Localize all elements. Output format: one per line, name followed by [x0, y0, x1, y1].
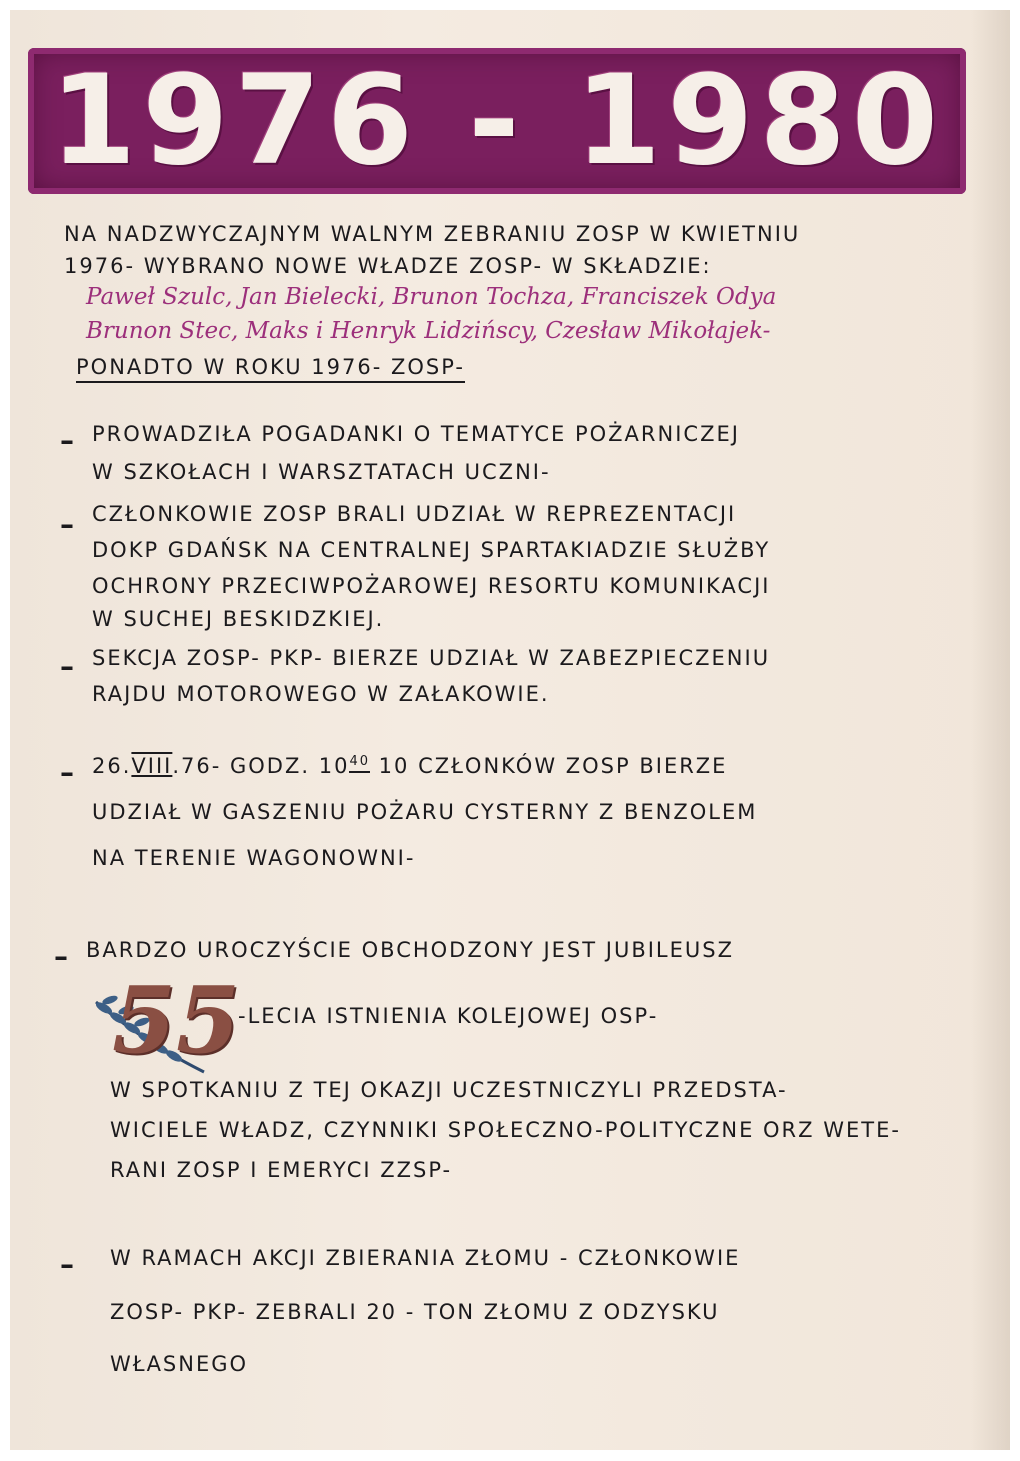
bullet-dash: –: [60, 424, 74, 457]
item-2-line-2: DOKP GDAŃSK NA CENTRALNEJ SPARTAKIADZIE SŁUŻBY: [92, 538, 771, 562]
bullet-dash: –: [60, 1248, 74, 1281]
item-4-date-day: 26.: [92, 754, 132, 778]
item-3-line-1: SEKCJA ZOSP- PKP- BIERZE UDZIAŁ W ZABEZPIECZENIU: [92, 646, 771, 670]
year-banner-text: 1976 - 1980: [49, 49, 945, 193]
intro-line-1: NA NADZWYCZAJNYM WALNYM ZEBRANIU ZOSP W KWIETNIU: [64, 222, 801, 246]
bullet-dash: –: [54, 940, 68, 973]
item-5-meeting-line-3: RANI ZOSP I EMERYCI ZZSP-: [110, 1158, 453, 1182]
item-5-jubilee-line: -LECIA ISTNIENIA KOLEJOWEJ OSP-: [238, 1004, 659, 1028]
year-banner: [28, 48, 966, 194]
item-4-time-minutes: 40: [349, 754, 370, 773]
item-6-line-3: WŁASNEGO: [110, 1352, 249, 1376]
bullet-dash: –: [60, 650, 74, 683]
item-4-line-1-rest: 10 CZŁONKÓW ZOSP BIERZE: [370, 754, 728, 778]
item-4-date-rest: .76- GODZ. 10: [172, 754, 350, 778]
jubilee-number: 55: [112, 966, 241, 1074]
item-5-meeting-line-1: W SPOTKANIU Z TEJ OKAZJI UCZESTNICZYLI PRZEDSTA-: [110, 1078, 788, 1102]
board-names-line-2: Brunon Stec, Maks i Henryk Lidzińscy, Czesław Mikołajek-: [86, 318, 771, 344]
item-1-line-1: PROWADZIŁA POGADANKI O TEMATYCE POŻARNICZEJ: [92, 422, 740, 446]
item-4-line-2: UDZIAŁ W GASZENIU POŻARU CYSTERNY Z BENZOLEM: [92, 800, 758, 824]
item-1-line-2: W SZKOŁACH I WARSZTATACH UCZNI-: [92, 460, 551, 484]
item-6-line-2: ZOSP- PKP- ZEBRALI 20 - TON ZŁOMU Z ODZYSKU: [110, 1300, 720, 1324]
item-5-line-1: BARDZO UROCZYŚCIE OBCHODZONY JEST JUBILEUSZ: [86, 938, 734, 962]
document-page: [10, 10, 1010, 1450]
subheading: PONADTO W ROKU 1976- ZOSP-: [76, 355, 465, 383]
item-4-date-month: VIII: [131, 754, 173, 778]
board-names-line-1: Paweł Szulc, Jan Bielecki, Brunon Tochza, Franciszek Odya: [86, 284, 777, 310]
jubilee-55-emblem: [84, 966, 241, 1082]
intro-line-2: 1976- WYBRANO NOWE WŁADZE ZOSP- W SKŁADZIE:: [64, 254, 712, 278]
bullet-dash: –: [60, 756, 74, 789]
item-2-line-4: W SUCHEJ BESKIDZKIEJ.: [92, 607, 385, 631]
item-4-line-1: [92, 754, 727, 778]
item-3-line-2: RAJDU MOTOROWEGO W ZAŁAKOWIE.: [92, 682, 550, 706]
item-4-line-3: NA TERENIE WAGONOWNI-: [92, 846, 416, 870]
bullet-dash: –: [60, 508, 74, 541]
item-2-line-1: CZŁONKOWIE ZOSP BRALI UDZIAŁ W REPREZENTACJI: [92, 502, 737, 526]
item-6-line-1: W RAMACH AKCJI ZBIERANIA ZŁOMU - CZŁONKOWIE: [110, 1246, 741, 1270]
item-2-line-3: OCHRONY PRZECIWPOŻAROWEJ RESORTU KOMUNIKACJI: [92, 574, 771, 598]
item-5-meeting-line-2: WICIELE WŁADZ, CZYNNIKI SPOŁECZNO-POLITYCZNE ORZ WETE-: [110, 1118, 901, 1142]
